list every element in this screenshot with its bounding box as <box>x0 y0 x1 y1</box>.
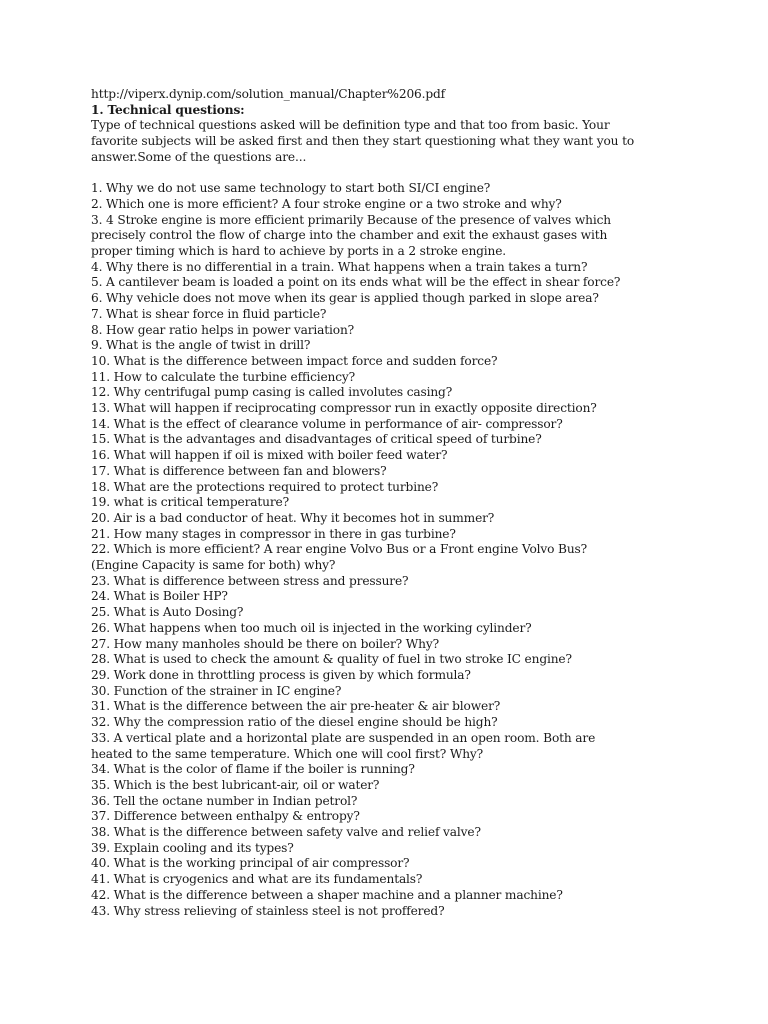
source-url: http://viperx.dynip.com/solution_manual/Chapter%206.pdf <box>91 87 446 101</box>
question-line: 2. Which one is more efficient? A four stroke engine or a two stroke and why? <box>91 196 562 211</box>
question-line: 1. Why we do not use same technology to start both SI/CI engine? <box>91 181 491 196</box>
paragraph-spacer <box>91 166 691 182</box>
intro-paragraph <box>91 118 691 165</box>
section-heading: 1. Technical questions: <box>91 102 245 117</box>
question-line: proper timing which is hard to achieve by ports in a 2 stroke engine. <box>91 244 507 259</box>
question-line: 36. Tell the octane number in Indian petrol? <box>91 793 358 808</box>
question-line: 30. Function of the strainer in IC engine? <box>91 683 342 698</box>
question-line: 6. Why vehicle does not move when its gear is applied though parked in slope area? <box>91 291 599 306</box>
question-line: 4. Why there is no differential in a train. What happens when a train takes a turn? <box>91 259 588 274</box>
question-line: 26. What happens when too much oil is injected in the working cylinder? <box>91 620 532 635</box>
question-line: 39. Explain cooling and its types? <box>91 840 294 855</box>
question-line: 11. How to calculate the turbine efficiency? <box>91 369 356 384</box>
question-line: 10. What is the difference between impact force and sudden force? <box>91 353 498 368</box>
question-line: 3. 4 Stroke engine is more efficient primarily Because of the presence of valves which <box>91 212 611 227</box>
question-line: 21. How many stages in compressor in there in gas turbine? <box>91 526 456 541</box>
question-line: 7. What is shear force in fluid particle? <box>91 306 327 321</box>
question-line: 23. What is difference between stress and pressure? <box>91 573 409 588</box>
question-line: 32. Why the compression ratio of the diesel engine should be high? <box>91 715 498 730</box>
question-line: precisely control the flow of charge into the chamber and exit the exhaust gases with <box>91 228 608 243</box>
question-line: 33. A vertical plate and a horizontal plate are suspended in an open room. Both are <box>91 730 596 745</box>
question-line: 9. What is the angle of twist in drill? <box>91 338 311 353</box>
question-line: 13. What will happen if reciprocating compressor run in exactly opposite direction? <box>91 401 597 416</box>
question-line: 40. What is the working principal of air compressor? <box>91 856 410 871</box>
question-line: 5. A cantilever beam is loaded a point on its ends what will be the effect in shear force? <box>91 275 621 290</box>
question-line: 28. What is used to check the amount & quality of fuel in two stroke IC engine? <box>91 652 572 667</box>
document-page <box>91 87 691 919</box>
question-line: 35. Which is the best lubricant-air, oil or water? <box>91 777 380 792</box>
question-line: 19. what is critical temperature? <box>91 495 289 510</box>
question-line: 8. How gear ratio helps in power variation? <box>91 322 355 337</box>
question-line: 17. What is difference between fan and blowers? <box>91 463 387 478</box>
intro-line: Type of technical questions asked will be definition type and that too from basic. Your <box>91 118 610 133</box>
question-line: 24. What is Boiler HP? <box>91 589 228 604</box>
question-line: 29. Work done in throttling process is given by which formula? <box>91 668 471 682</box>
question-line: heated to the same temperature. Which one will cool first? Why? <box>91 746 484 761</box>
question-line: 16. What will happen if oil is mixed with boiler feed water? <box>91 448 448 463</box>
question-line: 12. Why centrifugal pump casing is called involutes casing? <box>91 385 453 400</box>
question-line: 41. What is cryogenics and what are its fundamentals? <box>91 872 423 887</box>
question-line: 18. What are the protections required to protect turbine? <box>91 479 439 494</box>
question-list <box>91 181 691 919</box>
question-line: (Engine Capacity is same for both) why? <box>91 558 336 573</box>
question-line: 22. Which is more efficient? A rear engine Volvo Bus or a Front engine Volvo Bus? <box>91 542 588 557</box>
question-line: 20. Air is a bad conductor of heat. Why it becomes hot in summer? <box>91 510 495 525</box>
question-line: 37. Difference between enthalpy & entropy? <box>91 809 360 824</box>
question-line: 43. Why stress relieving of stainless steel is not proffered? <box>91 903 445 918</box>
question-line: 31. What is the difference between the air pre-heater & air blower? <box>91 699 501 714</box>
question-line: 38. What is the difference between safety valve and relief valve? <box>91 825 481 840</box>
question-line: 34. What is the color of flame if the boiler is running? <box>91 762 415 777</box>
question-line: 42. What is the difference between a shaper machine and a planner machine? <box>91 887 563 902</box>
question-line: 15. What is the advantages and disadvantages of critical speed of turbine? <box>91 432 542 447</box>
question-line: 27. How many manholes should be there on boiler? Why? <box>91 636 439 651</box>
intro-line: favorite subjects will be asked first and then they start questioning what they want you to <box>91 134 635 149</box>
question-line: 14. What is the effect of clearance volume in performance of air- compressor? <box>91 416 563 431</box>
question-line: 25. What is Auto Dosing? <box>91 605 244 620</box>
intro-line: answer.Some of the questions are... <box>91 149 307 164</box>
